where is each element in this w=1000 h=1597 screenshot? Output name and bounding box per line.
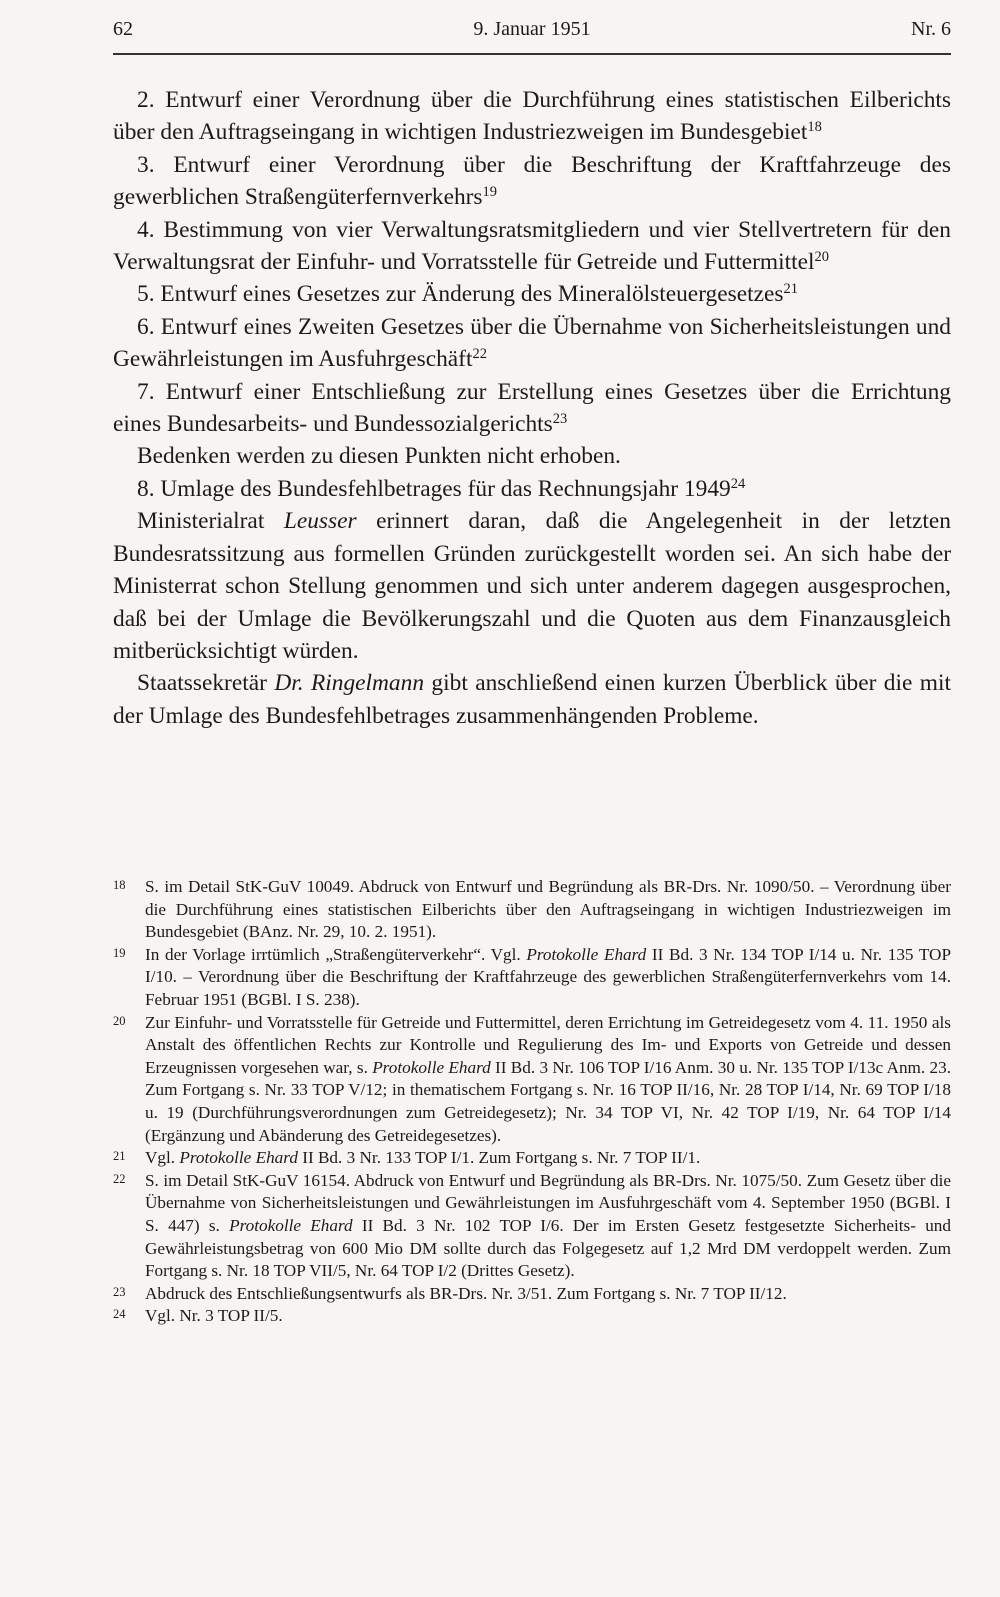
footnote-ref[interactable]: 24 [730, 475, 746, 492]
remark: Bedenken werden zu diesen Punkten nicht erhoben. [137, 443, 621, 470]
footnote-ref[interactable]: 22 [472, 346, 487, 363]
footnote-number: 19 [113, 945, 126, 960]
agenda-item: 3. Entwurf einer Verordnung über die Beschriftung der Kraftfahrzeuge des gewerblichen Straßengüterfernverkehrs$^{19}$ [113, 151, 951, 211]
paragraph: Staatssekretär Dr. Ringelmann gibt anschließend einen kurzen Überblick über die mit der Umlage des Bundesfehlbetrages zusammenhängenden Probleme. [113, 670, 951, 729]
footnote-ref[interactable]: 21 [783, 281, 798, 298]
footnote-number: 22 [113, 1171, 126, 1186]
footnote-number: 23 [113, 1284, 126, 1299]
footnote: 18 S. im Detail StK-GuV 10049. Abdruck von Entwurf und Begründung als BR-Drs. Nr. 1090/50. – Verordnung über die Durchführung eines statistischen Eilberichts über den Auftragseingang in wichtigen Industriezweigen im Bundesgebiet (BAnz. Nr. 29, 10. 2. 1951). [113, 876, 951, 944]
footnote: 22 S. im Detail StK-GuV 16154. Abdruck von Entwurf und Begründung als BR-Drs. Nr. 1075/50. Zum Gesetz über die Übernahme von Sicherheitsleistungen und Gewährleistungen im Ausfuhrgeschäft vom 4. September 1950 (BGBl. I S. 447) s. Protokolle Ehard II Bd. 3 Nr. 102 TOP I/6. Der im Ersten Gesetz festgesetzte Sicherheits- und Gewährleistungsbetrag von 600 Mio DM sollte durch das Folgegesetz auf 1,2 Mrd DM verdoppelt werden. Zum Fortgang s. Nr. 18 TOP VII/5, Nr. 64 TOP I/2 (Drittes Gesetz). [113, 1170, 951, 1283]
footnote-number: 18 [113, 878, 126, 892]
footnote-ref[interactable]: 19 [482, 184, 498, 201]
footnote-number: 20 [113, 1013, 126, 1028]
footnote-ref[interactable]: 23 [552, 411, 568, 428]
footnote-ref[interactable]: 20 [814, 249, 829, 266]
agenda-item: 2. Entwurf einer Verordnung über die Durchführung eines statistischen Eilberichts über den Auftragseingang in wichtigen Industriezweigen im Bundesgebiet$^{18}$ [113, 87, 951, 146]
page-number: 62 [113, 18, 133, 40]
footnote: 21 Vgl. Protokolle Ehard II Bd. 3 Nr. 133 TOP I/1. Zum Fortgang s. Nr. 7 TOP II/1. [113, 1147, 951, 1170]
running-header [113, 18, 951, 48]
agenda-item: 6. Entwurf eines Zweiten Gesetzes über die Übernahme von Sicherheitsleistungen und Gewährleistungen im Ausfuhrgeschäft$^{22}$ [113, 313, 951, 373]
footnote-number: 21 [113, 1149, 126, 1164]
person-name: Leusser [283, 508, 357, 535]
footnotes [113, 876, 951, 1328]
agenda-item: 7. Entwurf einer Entschließung zur Erstellung eines Gesetzes über die Errichtung eines Bundesarbeits- und Bundessozialgerichts$^{23}$ [113, 378, 951, 438]
header-rule [113, 53, 951, 55]
person-name: Dr. Ringelmann [274, 670, 425, 697]
footnote: 19 In der Vorlage irrtümlich „Straßengüterverkehr“. Vgl. Protokolle Ehard II Bd. 3 Nr. 134 TOP I/14 u. Nr. 135 TOP I/10. – Verordnung über die Beschriftung der Kraftfahrzeuge des gewerblichen Straßengüterfernverkehrs vom 14. Februar 1951 (BGBl. I S. 238). [113, 944, 951, 1012]
issue-number: Nr. 6 [911, 18, 951, 40]
footnote: 23 Abdruck des Entschließungsentwurfs als BR-Drs. Nr. 3/51. Zum Fortgang s. Nr. 7 TOP II/12. [113, 1283, 951, 1306]
footnote-number: 24 [113, 1307, 126, 1322]
footnote: 20 Zur Einfuhr- und Vorratsstelle für Getreide und Futtermittel, deren Errichtung im Getreidegesetz vom 4. 11. 1950 als Anstalt des öffentlichen Rechts zur Kontrolle und Regulierung des Im- und Exports von Getreide und dessen Erzeugnissen vorgesehen war, s. Protokolle Ehard II Bd. 3 Nr. 106 TOP I/16 Anm. 30 u. Nr. 135 TOP I/13c Anm. 23. Zum Fortgang s. Nr. 33 TOP V/12; in thematischem Fortgang s. Nr. 16 TOP II/16, Nr. 28 TOP I/14, Nr. 69 TOP I/18 u. 19 (Durchführungsverordnungen zum Getreidegesetz); Nr. 34 TOP VI, Nr. 42 TOP I/19, Nr. 64 TOP I/14 (Ergänzung und Abänderung des Getreidegesetzes). [113, 1012, 951, 1148]
footnote-ref[interactable]: 18 [807, 119, 822, 136]
paragraph: Ministerialrat Leusser erinnert daran, daß die Angelegenheit in der letzten Bundesratssitzung aus formellen Gründen zurückgestellt worden sei. An sich habe der Ministerrat schon Stellung genommen und sich unter anderem dagegen ausgesprochen, daß bei der Umlage die Bevölkerungszahl und die Quoten aus dem Finanzausgleich mitberücksichtigt würden. [113, 508, 951, 664]
footnote: 24 Vgl. Nr. 3 TOP II/5. [113, 1305, 951, 1328]
agenda-item: 8. Umlage des Bundesfehlbetrages für das Rechnungsjahr 1949$^{24}$ [137, 475, 746, 502]
agenda-item: 5. Entwurf eines Gesetzes zur Änderung des Mineralölsteuergesetzes$^{21}$ [137, 281, 798, 308]
agenda-item: 4. Bestimmung von vier Verwaltungsratsmitgliedern und vier Stellvertretern für den Verwaltungsrat der Einfuhr- und Vorratsstelle für Getreide und Futtermittel$^{20}$ [113, 216, 951, 276]
header-date: 9. Januar 1951 [473, 18, 591, 40]
main-text [113, 84, 951, 732]
